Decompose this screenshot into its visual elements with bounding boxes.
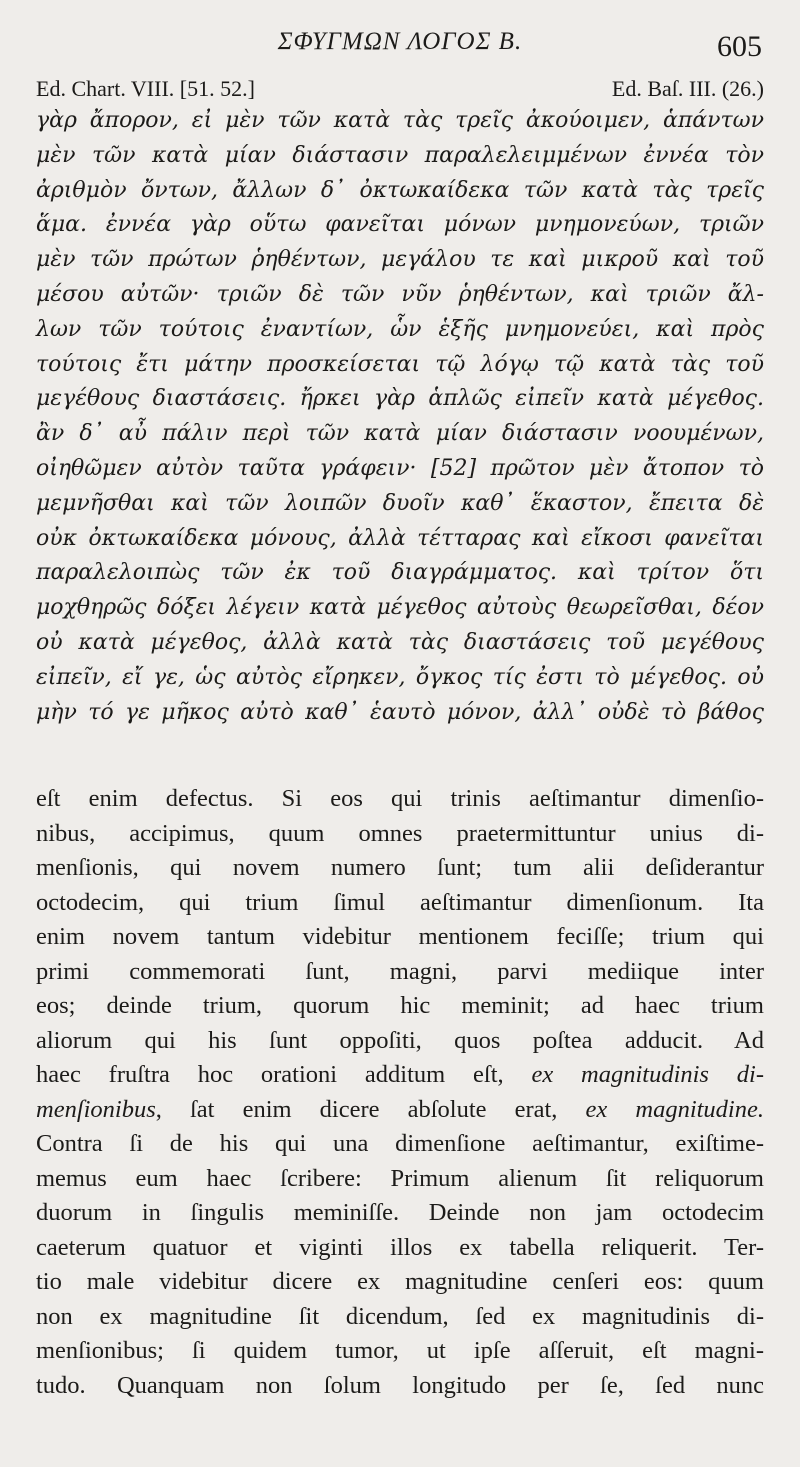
greek-line: γὰρ ἄπορον, εἰ μὲν τῶν κατὰ τὰς τρεῖς ἀκούοιμεν, ἁπάντων	[36, 108, 764, 133]
greek-line: οἰηθῶμεν αὐτὸν ταῦτα γράφειν· [52] πρῶτον μὲν ἄτοπον τὸ	[36, 455, 764, 481]
greek-line: μὲν τῶν κατὰ μίαν διάστασιν παραλελειμμένων ἐννέα τὸν	[36, 142, 764, 168]
greek-text-block	[36, 104, 764, 730]
greek-line: μοχθηρῶς δόξει λέγειν κατὰ μέγεθος αὐτοὺς θεωρεῖσθαι, δέον	[36, 595, 764, 621]
latin-italic-phrase: ex magnitudinis di-	[531, 1061, 764, 1088]
greek-line: ἀριθμὸν ὄντων, ἄλλων δ᾽ ὀκτωκαίδεκα τῶν κατὰ τὰς τρεῖς	[36, 177, 764, 203]
latin-line-text: haec fruſtra hoc orationi additum eſt,	[36, 1061, 532, 1088]
greek-line: ἅμα. ἐννέα γὰρ οὕτω φανεῖται μόνων μνημονεύων, τριῶν	[36, 212, 764, 238]
latin-line: octodecim, qui trium ſimul aeſtimantur dimenſionum. Ita	[36, 888, 764, 916]
latin-line: tio male videbitur dicere ex magnitudine cenſeri eos: quum	[36, 1268, 764, 1295]
greek-line: τούτοις ἔτι μάτην προσκείσεται τῷ λόγῳ τῷ κατὰ τὰς τοῦ	[36, 351, 764, 377]
edition-reference-chart: Ed. Chart. VIII. [51. 52.]	[36, 76, 255, 101]
running-title: ΣΦΥΓΜΩΝ ΛΟΓΟΣ Β.	[277, 28, 523, 55]
greek-line: οὐ κατὰ μέγεθος, ἀλλὰ κατὰ τὰς διαστάσεις τοῦ μεγέθους	[36, 629, 764, 655]
page-header	[0, 0, 800, 70]
greek-line: ἂν δ᾽ αὖ πάλιν περὶ τῶν κατὰ μίαν διάστασιν νοουμένων,	[36, 421, 764, 447]
latin-line: menſionis, qui novem numero ſunt; tum alii deſiderantur	[36, 854, 764, 881]
latin-line: tudo. Quanquam non ſolum longitudo per ſe, ſed nunc	[36, 1371, 764, 1399]
latin-line: eſt enim defectus. Si eos qui trinis aeſtimantur dimenſio-	[36, 785, 764, 812]
latin-line: aliorum qui his ſunt oppoſiti, quos poſtea adducit. Ad	[36, 1026, 764, 1054]
latin-line: enim novem tantum videbitur mentionem feciſſe; trium qui	[36, 923, 764, 950]
latin-line	[36, 1093, 764, 1128]
greek-line: εἰπεῖν, εἴ γε, ὡς αὐτὸς εἴρηκεν, ὄγκος τίς ἐστι τὸ μέγεθος. οὐ	[36, 664, 764, 690]
greek-line: μὲν τῶν πρώτων ῥηθέντων, μεγάλου τε καὶ μικροῦ καὶ τοῦ	[36, 247, 764, 273]
latin-line: caeterum quatuor et viginti illos ex tabella reliquerit. Ter-	[36, 1233, 764, 1261]
latin-line: nibus, accipimus, quum omnes praetermittuntur unius di-	[36, 819, 764, 847]
greek-line: μεγέθους διαστάσεις. ἤρκει γὰρ ἁπλῶς εἰπεῖν κατὰ μέγεθος.	[36, 386, 764, 412]
latin-line: menſionibus; ſi quidem tumor, ut ipſe aſſeruit, eſt magni-	[36, 1337, 764, 1364]
latin-line: non ex magnitudine ſit dicendum, ſed ex magnitudinis di-	[36, 1302, 764, 1330]
latin-italic-phrase: ex magnitudine.	[585, 1095, 764, 1123]
latin-line: eos; deinde trium, quorum hic meminit; ad haec trium	[36, 992, 764, 1019]
page-number: 605	[717, 30, 762, 63]
latin-line	[36, 1058, 764, 1093]
greek-line: οὐκ ὀκτωκαίδεκα μόνους, ἀλλὰ τέτταρας καὶ εἴκοσι φανεῖται	[36, 525, 764, 551]
greek-line: μεμνῆσθαι καὶ τῶν λοιπῶν δυοῖν καθ᾽ ἕκαστον, ἔπειτα δὲ	[36, 490, 764, 516]
latin-line-text: , ſat enim dicere abſolute erat,	[155, 1095, 586, 1123]
edition-reference-basel: Ed. Baſ. III. (26.)	[611, 76, 764, 101]
latin-line: duorum in ſingulis meminiſſe. Deinde non jam octodecim	[36, 1199, 764, 1226]
latin-line: memus eum haec ſcribere: Primum alienum ſit reliquorum	[36, 1164, 764, 1192]
latin-text-block	[36, 782, 764, 1403]
greek-line: λων τῶν τούτοις ἐναντίων, ὧν ἑξῆς μνημονεύει, καὶ πρὸς	[36, 316, 764, 342]
greek-line: παραλελοιπὼς τῶν ἐκ τοῦ διαγράμματος. καὶ τρίτον ὅτι	[36, 560, 764, 586]
greek-line: μὴν τό γε μῆκος αὐτὸ καθ᾽ ἑαυτὸ μόνον, ἀλλ᾽ οὐδὲ τὸ βάθος	[36, 699, 764, 725]
latin-italic-phrase: menſionibus	[36, 1095, 156, 1123]
greek-line: μέσου αὐτῶν· τριῶν δὲ τῶν νῦν ῥηθέντων, καὶ τριῶν ἄλ-	[36, 281, 764, 307]
latin-line: primi commemorati ſunt, magni, parvi mediique inter	[36, 957, 764, 985]
latin-line: Contra ſi de his qui una dimenſione aeſtimantur, exiſtime-	[36, 1130, 764, 1157]
